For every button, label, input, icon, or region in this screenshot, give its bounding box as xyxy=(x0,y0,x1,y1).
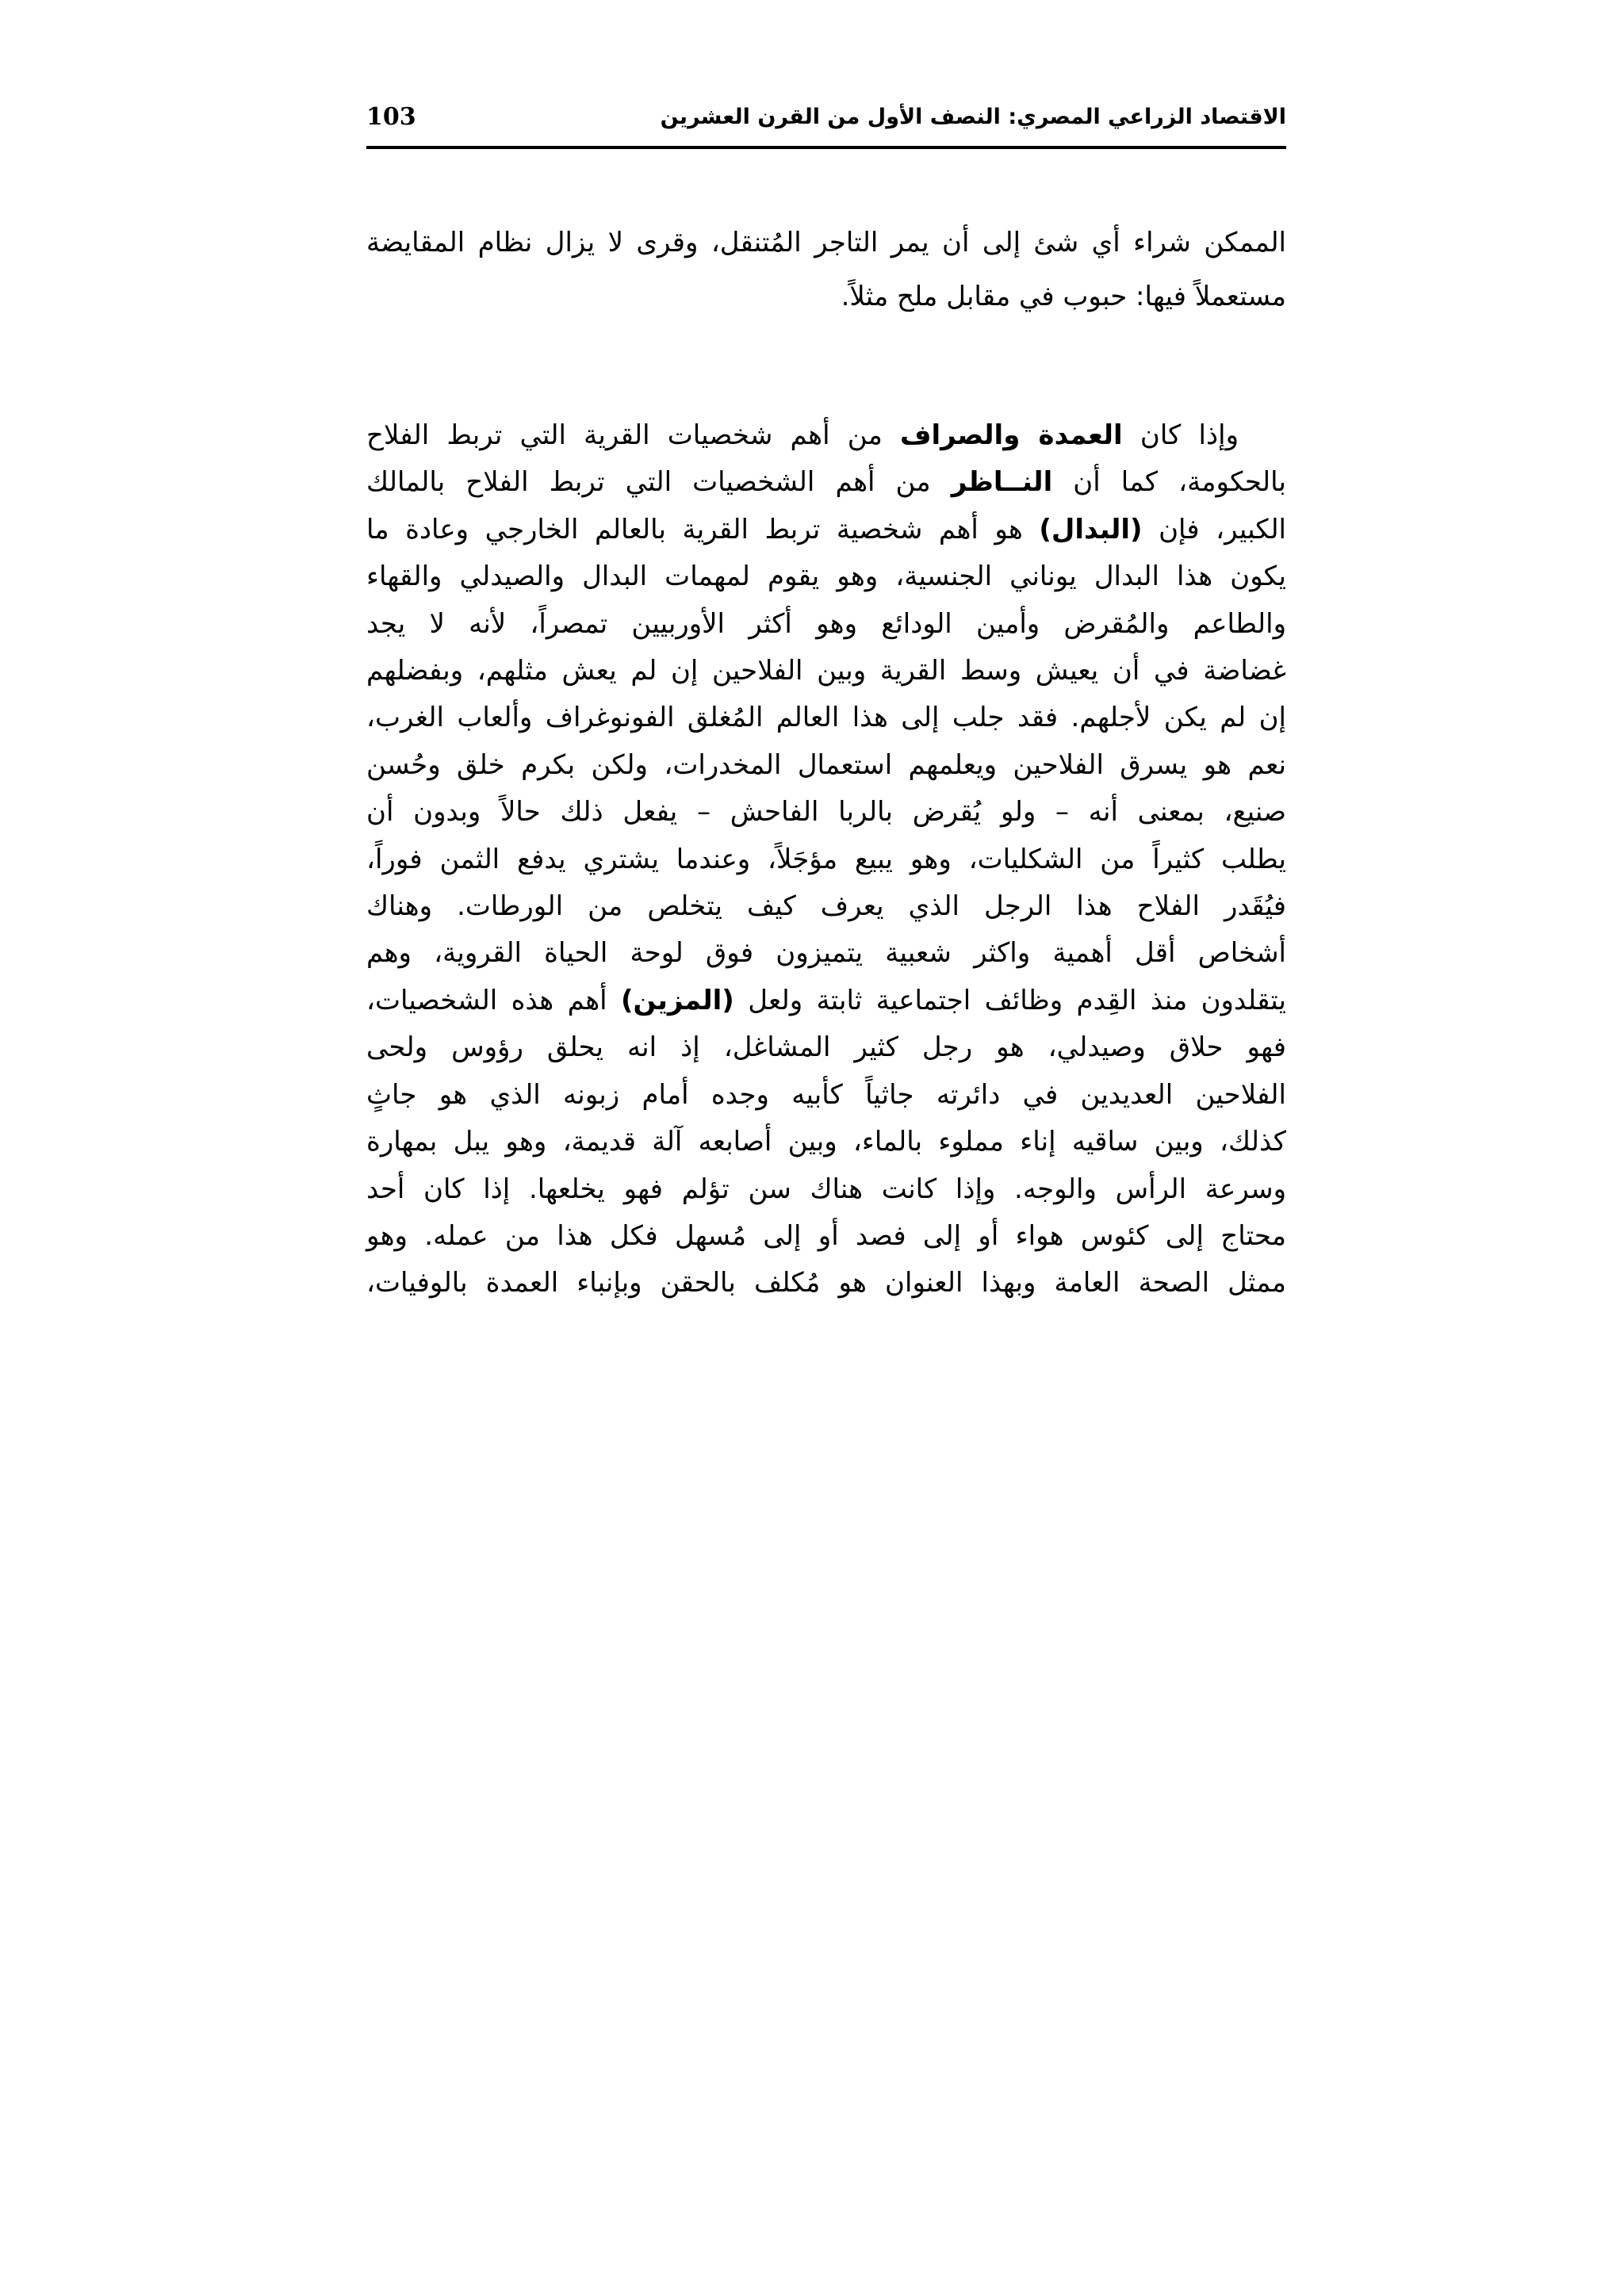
paragraph-2-line: فهو حلاق وصيدلي، هو رجل كثير المشاغل، إذ انه يحلق رؤوس ولحى xyxy=(366,1031,1286,1064)
paragraph-2-line: صنيع، بمعنى أنه – ولو يُقرض بالربا الفاحش – يفعل ذلك حالاً وبدون أن xyxy=(366,796,1286,828)
paragraph-2-line: والطاعم والمُقرض وأمين الودائع وهو أكثر الأوربيين تمصراً، لأنه لا يجد xyxy=(366,607,1286,640)
paragraph-2-line: وسرعة الرأس والوجه. وإذا كانت هناك سن تؤلم فهو يخلعها. إذا كان أحد xyxy=(366,1173,1286,1205)
text-run: من أهم الشخصيات التي تربط الفلاح بالمالك xyxy=(366,466,952,499)
text-run: يتقلدون منذ القِدم وظائف اجتماعية ثابتة ولعل xyxy=(733,984,1286,1016)
text-run: أهم هذه الشخصيات، xyxy=(366,984,621,1016)
paragraph-1-line: مستعملاً فيها: حبوب في مقابل ملح مثلاً. xyxy=(841,281,1286,312)
paragraph-2-line: نعم هو يسرق الفلاحين ويعلمهم استعمال المخدرات، ولكن بكرم خلق وحُسن xyxy=(366,748,1286,781)
paragraph-2-line xyxy=(366,459,1286,506)
paragraph-2-line xyxy=(366,412,1286,459)
paragraph-2-line: ممثل الصحة العامة وبهذا العنوان هو مُكلف بالحقن وبإنباء العمدة بالوفيات، xyxy=(366,1267,1286,1299)
paragraph-2-line: يطلب كثيراً من الشكليات، وهو يبيع مؤجَلاً، وعندما يشتري يدفع الثمن فوراً، xyxy=(366,843,1286,875)
running-header-title: الاقتصاد الزراعي المصري: النصف الأول من القرن العشرين xyxy=(660,105,1286,129)
text-run: هو أهم شخصية تربط القرية بالعالم الخارجي وعادة ما xyxy=(366,513,1040,545)
text-run: وإذا كان xyxy=(1122,419,1239,451)
page-number: 103 xyxy=(366,103,416,131)
running-header xyxy=(366,101,1286,149)
paragraph-2-line: محتاج إلى كئوس هواء أو إلى فصد أو إلى مُسهل فكل هذا من عمله. وهو xyxy=(366,1219,1286,1252)
paragraph-2-line: يكون هذا البدال يوناني الجنسية، وهو يقوم لمهمات البدال والصيدلي والقهاء xyxy=(366,561,1286,593)
paragraph-2-line: فيُقَدر الفلاح هذا الرجل الذي يعرف كيف يتخلص من الورطات. وهناك xyxy=(366,890,1286,923)
text-run: الكبير، فإن xyxy=(1142,513,1287,545)
header-rule xyxy=(366,146,1286,149)
paragraph-2-line xyxy=(366,507,1286,553)
text-run: بالحكومة، كما أن xyxy=(1052,466,1286,499)
paragraph-2-line: كذلك، وبين ساقيه إناء مملوء بالماء، وبين أصابعه آلة قديمة، وهو يبل بمهارة xyxy=(366,1126,1286,1158)
bold-term-muzayyin: (المزين) xyxy=(620,984,734,1016)
paragraph-2-line: أشخاص أقل أهمية واكثر شعبية يتميزون فوق لوحة الحياة القروية، وهم xyxy=(366,937,1286,970)
bold-term-umda-sarraf: العمدة والصراف xyxy=(899,419,1123,451)
bold-term-baddal: (البدال) xyxy=(1039,513,1143,545)
paragraph-2 xyxy=(366,412,1286,1307)
paragraph-2-line: إن لم يكن لأجلهم. فقد جلب إلى هذا العالم المُغلق الفونوغراف وألعاب الغرب، xyxy=(366,702,1286,734)
bold-term-nazir: النــاظر xyxy=(951,466,1053,499)
paragraph-1-line: الممكن شراء أي شئ إلى أن يمر التاجر المُتنقل، وقرى لا يزال نظام المقايضة xyxy=(366,227,1286,258)
text-run: من أهم شخصيات القرية التي تربط الفلاح xyxy=(366,419,900,451)
paragraph-2-line xyxy=(366,978,1286,1024)
paragraph-2-line: غضاضة في أن يعيش وسط القرية وبين الفلاحين إن لم يعش مثلهم، وبفضلهم xyxy=(366,655,1286,687)
paragraph-2-line: الفلاحين العديدين في دائرته جاثياً كأبيه وجده أمام زبونه الذي هو جاثٍ xyxy=(366,1078,1286,1111)
paragraph-1 xyxy=(366,216,1286,323)
